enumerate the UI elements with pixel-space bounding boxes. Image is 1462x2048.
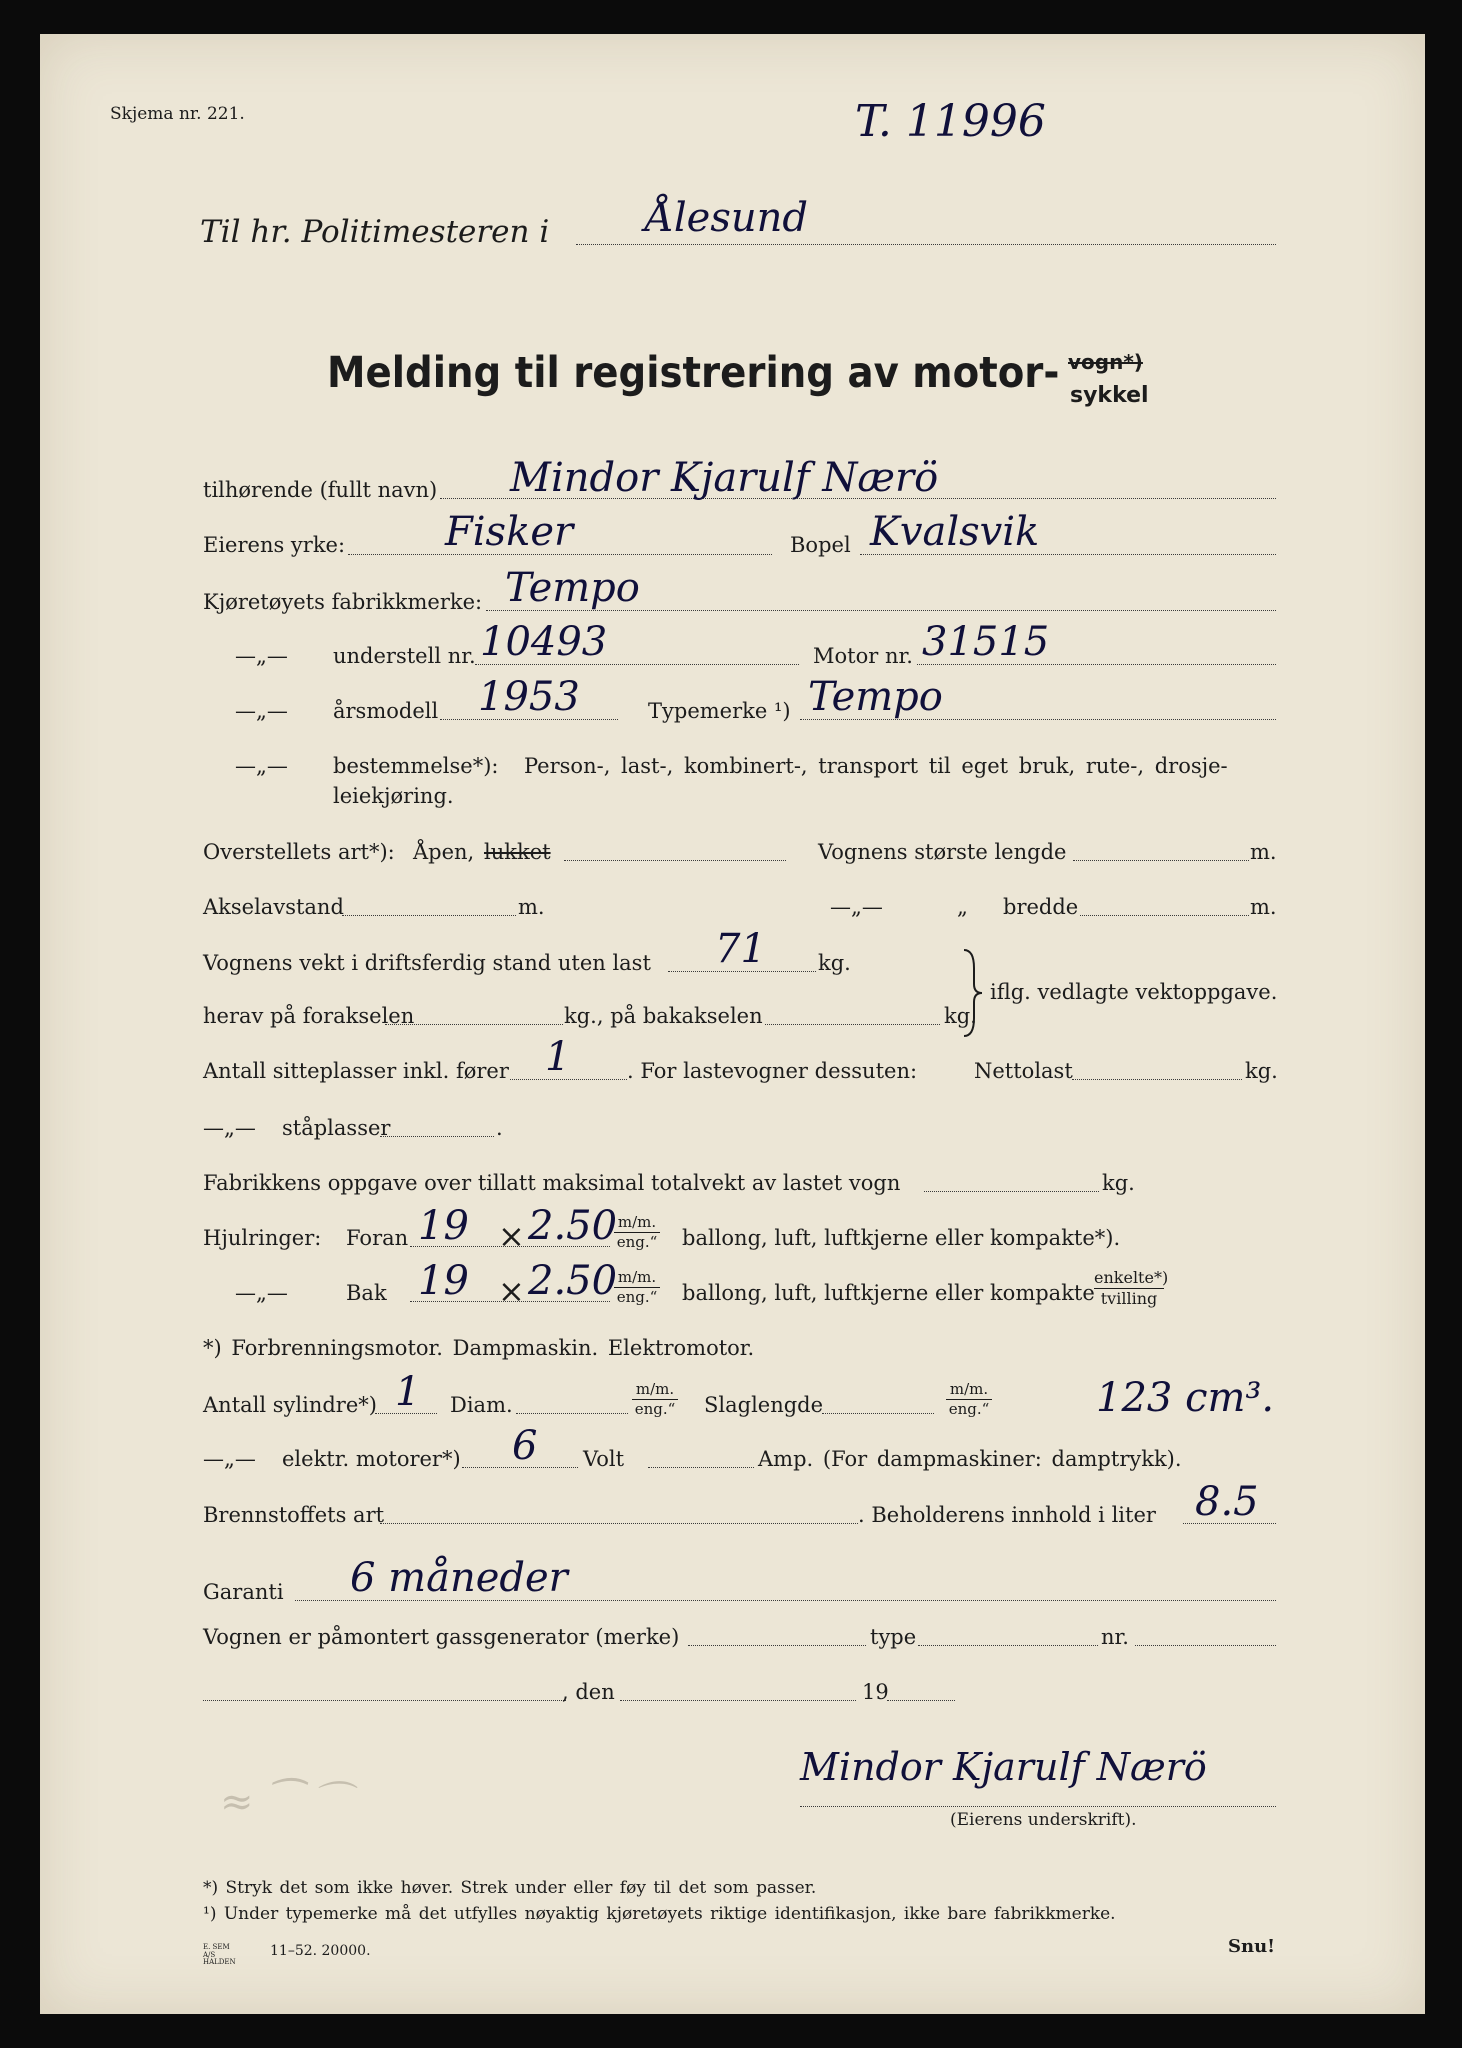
standing-line xyxy=(380,1136,494,1137)
standing-label: ståplasser xyxy=(282,1116,391,1140)
signature-line xyxy=(800,1806,1276,1807)
front-units xyxy=(614,1215,660,1250)
gas-nr-line xyxy=(1135,1645,1276,1646)
date-year-prefix: 19 xyxy=(862,1680,889,1704)
warranty-label: Garanti xyxy=(203,1580,284,1604)
addressee-value: Ålesund xyxy=(645,195,809,241)
volt-line xyxy=(648,1467,754,1468)
dash-1: —„— xyxy=(235,644,288,668)
dash-4: —„— xyxy=(830,895,883,919)
body-label: Overstellets art*): xyxy=(203,840,395,864)
rear-axle-unit: kg. xyxy=(944,1004,977,1028)
front-times: × xyxy=(498,1217,525,1255)
tank-label: . Beholderens innhold i liter xyxy=(858,1503,1156,1527)
weight-label: Vognens vekt i driftsferdig stand uten last xyxy=(203,951,651,975)
weight-value: 71 xyxy=(715,926,766,972)
diam-label: Diam. xyxy=(450,1393,513,1417)
footnote-1: *) Stryk det som ikke høver. Strek under eller føy til det som passer. xyxy=(203,1878,817,1898)
front-unit-mm: m/m. xyxy=(614,1215,660,1233)
residence-value: Kvalsvik xyxy=(870,509,1040,555)
rear-unit-eng: eng.“ xyxy=(616,1288,658,1306)
diam-unit-mm: m/m. xyxy=(632,1382,678,1400)
gas-nr-label: nr. xyxy=(1101,1625,1129,1649)
rear-unit-mm: m/m. xyxy=(614,1270,660,1288)
length-unit: m. xyxy=(1250,840,1277,864)
diam-unit-eng: eng.“ xyxy=(634,1400,676,1418)
seats-value: 1 xyxy=(545,1034,571,1080)
net-load-label: Nettolast xyxy=(974,1059,1073,1083)
engine-types: *) Forbrenningsmotor. Dampmaskin. Elektromotor. xyxy=(203,1336,755,1360)
owner-value: Mindor Kjarulf Nærö xyxy=(510,455,939,501)
occupation-label: Eierens yrke: xyxy=(203,533,346,557)
addressee-line xyxy=(576,244,1276,245)
width-unit: m. xyxy=(1250,895,1277,919)
cylinders-value: 1 xyxy=(395,1369,421,1415)
dash-6: —„— xyxy=(235,1281,288,1305)
residence-label: Bopel xyxy=(790,533,851,557)
dash-2: —„— xyxy=(235,699,288,723)
rear-units xyxy=(614,1270,660,1305)
turn-over-note: Snu! xyxy=(1228,1936,1276,1957)
wheels-label: Hjulringer: xyxy=(203,1226,322,1250)
dash-5: —„— xyxy=(203,1116,256,1140)
front-label: Foran xyxy=(346,1226,409,1250)
date-den: , den xyxy=(562,1680,615,1704)
maxweight-line xyxy=(924,1191,1099,1192)
rear-size-a: 19 xyxy=(418,1258,469,1304)
gas-make-line xyxy=(688,1645,866,1646)
weight-brace xyxy=(960,948,984,1038)
stroke-unit-eng: eng.“ xyxy=(948,1400,990,1418)
rear-size-b: 2.50 xyxy=(528,1258,618,1304)
owner-signature: Mindor Kjarulf Nærö xyxy=(800,1745,1207,1789)
motor-label: Motor nr. xyxy=(813,644,913,668)
front-axle-label: herav på forakselen xyxy=(203,1004,415,1028)
motor-value: 31515 xyxy=(922,619,1050,665)
rear-single-twin xyxy=(1094,1268,1169,1308)
amp-label: Amp. (For dampmaskiner: damptrykk). xyxy=(758,1447,1182,1471)
net-load-unit: kg. xyxy=(1245,1059,1278,1083)
standing-period: . xyxy=(496,1116,503,1140)
fuel-label: Brennstoffets art xyxy=(203,1503,385,1527)
purpose-options-2: leiekjøring. xyxy=(333,784,454,808)
place-line xyxy=(203,1700,566,1701)
dash-3: —„— xyxy=(235,754,288,778)
fuel-line xyxy=(380,1523,858,1524)
body-open: Åpen, xyxy=(413,840,475,864)
gas-type-label: type xyxy=(870,1625,917,1649)
volt-label: Volt xyxy=(583,1447,625,1471)
dash-7: —„— xyxy=(203,1447,256,1471)
title-sykkel: sykkel xyxy=(1070,383,1149,408)
make-label: Kjøretøyets fabrikkmerke: xyxy=(203,590,483,614)
rear-tyre-text: ballong, luft, luftkjerne eller kompakte xyxy=(682,1281,1095,1305)
length-line xyxy=(1073,860,1249,861)
stroke-label: Slaglengde xyxy=(704,1393,824,1417)
twin-label: tvilling xyxy=(1100,1289,1158,1308)
year-label: årsmodell xyxy=(333,699,439,723)
registration-number: T. 11996 xyxy=(855,96,1046,147)
type-value: Tempo xyxy=(808,674,943,720)
purpose-label: bestemmelse*): xyxy=(333,754,499,778)
body-line xyxy=(564,860,786,861)
single-label: enkelte*) xyxy=(1094,1268,1169,1287)
maxweight-label: Fabrikkens oppgave over tillatt maksimal totalvekt av lastet vogn xyxy=(203,1171,901,1195)
maxweight-unit: kg. xyxy=(1102,1171,1135,1195)
front-axle-line xyxy=(385,1024,563,1025)
truck-label: . For lastevogner dessuten: xyxy=(627,1059,918,1083)
rear-axle-label: kg., på bakakselen xyxy=(564,1004,763,1028)
occupation-value: Fisker xyxy=(445,509,574,555)
wheelbase-line xyxy=(342,915,516,916)
cylinders-label: Antall sylindre*) xyxy=(203,1393,377,1417)
electric-label: elektr. motorer*) xyxy=(282,1447,461,1471)
stroke-line xyxy=(822,1413,934,1414)
length-label: Vognens største lengde xyxy=(818,840,1067,864)
front-tyre-text: ballong, luft, luftkjerne eller kompakte*). xyxy=(682,1226,1121,1250)
diam-line xyxy=(516,1413,628,1414)
weight-unit: kg. xyxy=(818,951,851,975)
stroke-unit-mm: m/m. xyxy=(946,1382,992,1400)
seats-label: Antall sitteplasser inkl. fører xyxy=(203,1059,509,1083)
displacement-value: 123 cm³. xyxy=(1096,1375,1275,1421)
gas-label: Vognen er påmontert gassgenerator (merke) xyxy=(203,1625,680,1649)
diam-units xyxy=(632,1382,678,1417)
owner-label: tilhørende (fullt navn) xyxy=(203,478,438,502)
rear-axle-line xyxy=(765,1024,940,1025)
warranty-value: 6 måneder xyxy=(350,1555,568,1601)
printer-imprint: E. SEM A/S HALDEN xyxy=(203,1943,236,1967)
width-line xyxy=(1080,915,1249,916)
net-load-line xyxy=(1072,1079,1242,1080)
form-title: Melding til registrering av motor- xyxy=(327,348,1060,398)
wheelbase-unit: m. xyxy=(518,895,545,919)
faint-stamp: ≈ ⁀ ⌒ xyxy=(220,1779,352,1825)
wheelbase-label: Akselavstand xyxy=(203,895,344,919)
tank-value: 8.5 xyxy=(1195,1479,1259,1525)
rear-label: Bak xyxy=(346,1281,387,1305)
width-quote: „ xyxy=(957,895,968,919)
signature-label: (Eierens underskrift). xyxy=(950,1810,1137,1830)
year-value: 1953 xyxy=(478,674,580,720)
front-size-a: 19 xyxy=(418,1203,469,1249)
gas-type-line xyxy=(918,1645,1098,1646)
purpose-options: Person-, last-, kombinert-, transport til eget bruk, rute-, drosje- xyxy=(524,754,1228,778)
year-line xyxy=(887,1700,955,1701)
rear-times: × xyxy=(498,1272,525,1310)
title-vogn: vogn*) xyxy=(1068,350,1143,374)
front-unit-eng: eng.“ xyxy=(616,1233,658,1251)
footnote-2: ¹) Under typemerke må det utfylles nøyaktig kjøretøyets riktige identifikasjon, ikke bare fabrikkmerke. xyxy=(203,1904,1116,1924)
date-line xyxy=(620,1700,856,1701)
addressee-label: Til hr. Politimesteren i xyxy=(200,214,550,250)
form-number: Skjema nr. 221. xyxy=(110,104,245,124)
type-label: Typemerke ¹) xyxy=(648,699,791,723)
print-code: 11–52. 20000. xyxy=(270,1943,371,1959)
stroke-units xyxy=(946,1382,992,1417)
front-size-b: 2.50 xyxy=(528,1203,618,1249)
chassis-label: understell nr. xyxy=(333,644,476,668)
weight-note: iflg. vedlagte vektoppgave. xyxy=(990,980,1278,1004)
make-value: Tempo xyxy=(505,565,640,611)
chassis-value: 10493 xyxy=(480,619,608,665)
width-label: bredde xyxy=(1003,895,1079,919)
body-closed: lukket xyxy=(484,840,551,864)
electric-value: 6 xyxy=(512,1423,538,1469)
